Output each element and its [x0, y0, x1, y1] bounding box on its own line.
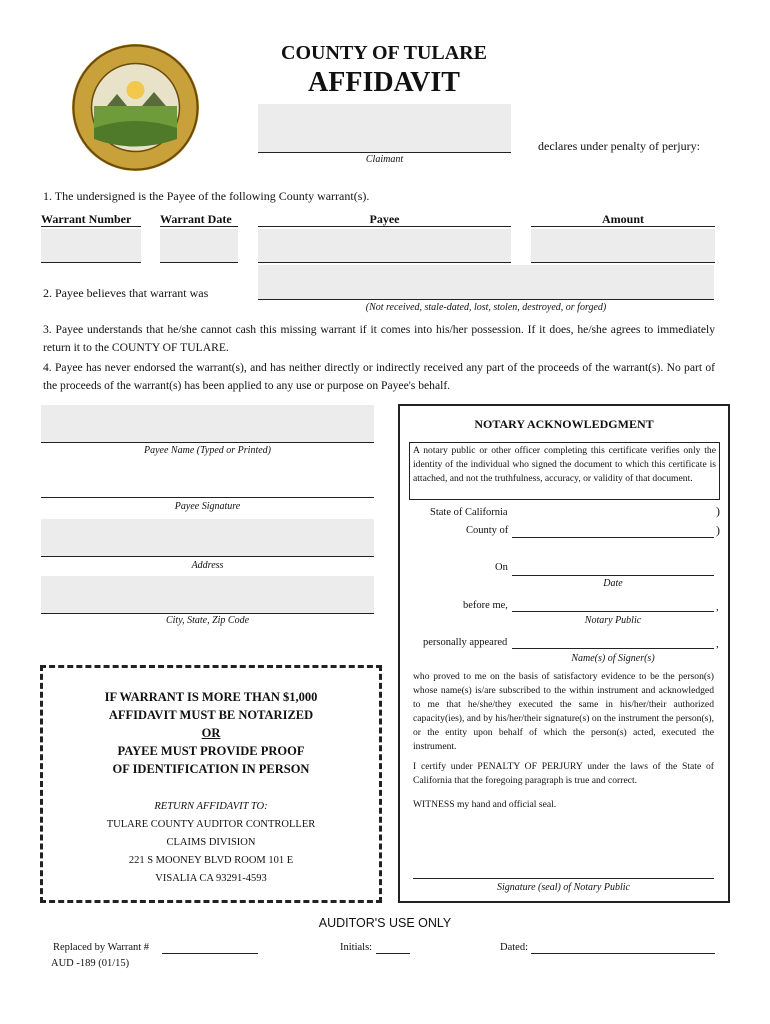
notary-on-label: On	[495, 562, 508, 573]
address-label: Address	[191, 560, 224, 571]
notary-state-label: State of California	[430, 507, 508, 518]
notarize-notice-box	[40, 665, 382, 903]
claimant-input[interactable]	[258, 104, 511, 153]
county-heading: COUNTY OF TULARE	[281, 42, 487, 64]
notary-witness-text: WITNESS my hand and official seal.	[413, 799, 557, 810]
dated-line[interactable]	[531, 953, 715, 954]
column-amount: Amount	[601, 212, 644, 226]
declares-text: declares under penalty of perjury:	[538, 139, 700, 153]
notice-line-or: OR	[201, 726, 221, 740]
warrant-status-input[interactable]	[258, 265, 714, 300]
notary-before-me-label: before me,	[463, 600, 508, 611]
notice-line-1: IF WARRANT IS MORE THAN $1,000	[104, 690, 318, 704]
return-address-4: VISALIA CA 93291-4593	[155, 873, 267, 884]
notary-title: NOTARY ACKNOWLEDGMENT	[474, 417, 654, 431]
notice-line-4: PAYEE MUST PROVIDE PROOF	[117, 744, 305, 758]
section-3-text: 3. Payee understands that he/she cannot cash this missing warrant if it comes into his/her possession. If it does, he/she agrees to immediately return it to the COUNTY OF TULARE.	[43, 323, 715, 354]
payee-name-label: Payee Name (Typed or Printed)	[144, 445, 271, 456]
column-warrant-date: Warrant Date	[160, 212, 232, 226]
paren: )	[716, 523, 720, 537]
return-address-3: 221 S MOONEY BLVD ROOM 101 E	[128, 855, 294, 866]
notary-signer-line[interactable]	[512, 648, 714, 649]
notary-county-label: County of	[466, 525, 509, 536]
initials-label: Initials:	[340, 942, 373, 953]
notary-date-caption: Date	[603, 578, 623, 589]
column-payee: Payee	[369, 212, 400, 226]
amount-input[interactable]	[531, 229, 715, 263]
payee-input[interactable]	[258, 229, 511, 263]
notary-signature-caption: Signature (seal) of Notary Public	[497, 882, 630, 893]
column-warrant-number: Warrant Number	[41, 212, 132, 226]
column-underline	[160, 226, 238, 227]
notary-date-line[interactable]	[512, 575, 714, 576]
comma: ,	[716, 638, 719, 650]
paren: )	[716, 504, 720, 518]
comma: ,	[716, 601, 719, 613]
notice-line-2: AFFIDAVIT MUST BE NOTARIZED	[108, 708, 314, 722]
form-number: AUD -189 (01/15)	[51, 958, 130, 969]
warrant-number-input[interactable]	[41, 229, 141, 263]
replaced-warrant-line[interactable]	[162, 953, 258, 954]
column-underline	[531, 226, 715, 227]
dated-label: Dated:	[500, 942, 528, 953]
notice-line-5: OF IDENTIFICATION IN PERSON	[112, 762, 310, 776]
notary-disclaimer: A notary public or other officer completing this certificate verifies only the identity of the individual who signed the document to which this certificate is attached, and not the truthfulness, accuracy, or validity of that document.	[409, 442, 720, 500]
column-underline	[258, 226, 511, 227]
claimant-label: Claimant	[365, 154, 404, 165]
notary-signature-line[interactable]	[413, 878, 714, 879]
column-underline	[41, 226, 141, 227]
payee-name-input[interactable]	[41, 405, 374, 443]
city-state-zip-input[interactable]	[41, 576, 374, 614]
return-address-2: CLAIMS DIVISION	[166, 837, 256, 848]
notary-public-caption: Notary Public	[584, 615, 642, 626]
initials-line[interactable]	[376, 953, 410, 954]
county-seal-graphic	[72, 44, 199, 171]
notary-certify-text: I certify under PENALTY OF PERJURY under the laws of the State of California that the foregoing paragraph is true and correct.	[413, 761, 714, 786]
notary-county-line[interactable]	[512, 537, 714, 538]
notary-proof-text: who proved to me on the basis of satisfactory evidence to be the person(s) whose name(s) is/are subscribed to the within instrument and acknowledged to me that he/she/they executed the same in his/her/their authorized capacity(ies), and by his/her/their signature(s) on the instrument the person(s), or the entity upon behalf of which the person(s) acted, executed the instrument.	[413, 671, 714, 752]
notary-public-line[interactable]	[512, 611, 714, 612]
warrant-status-caption: (Not received, stale-dated, lost, stolen, destroyed, or forged)	[365, 302, 607, 313]
return-address-1: TULARE COUNTY AUDITOR CONTROLLER	[106, 819, 316, 830]
replaced-label: Replaced by Warrant #	[53, 942, 150, 953]
warrant-date-input[interactable]	[160, 229, 238, 263]
payee-signature-line[interactable]	[41, 497, 374, 498]
payee-signature-label: Payee Signature	[174, 501, 241, 512]
county-seal	[72, 44, 199, 171]
city-state-zip-label: City, State, Zip Code	[165, 615, 250, 626]
section-1-text: 1. The undersigned is the Payee of the following County warrant(s).	[43, 189, 370, 203]
address-input[interactable]	[41, 519, 374, 557]
notary-appeared-label: personally appeared	[423, 637, 508, 648]
notary-signer-caption: Name(s) of Signer(s)	[571, 653, 655, 664]
section-2-text: 2. Payee believes that warrant was	[43, 286, 209, 300]
return-label: RETURN AFFIDAVIT TO:	[154, 801, 268, 812]
section-4-text: 4. Payee has never endorsed the warrant(s), and has neither directly or indirectly received any part of the proceeds of the warrant(s). No part of the proceeds of the warrant(s) has been applied to any use or purpose on Payee's behalf.	[43, 361, 715, 392]
form-title: AFFIDAVIT	[308, 67, 460, 98]
auditor-title: AUDITOR'S USE ONLY	[318, 916, 452, 930]
